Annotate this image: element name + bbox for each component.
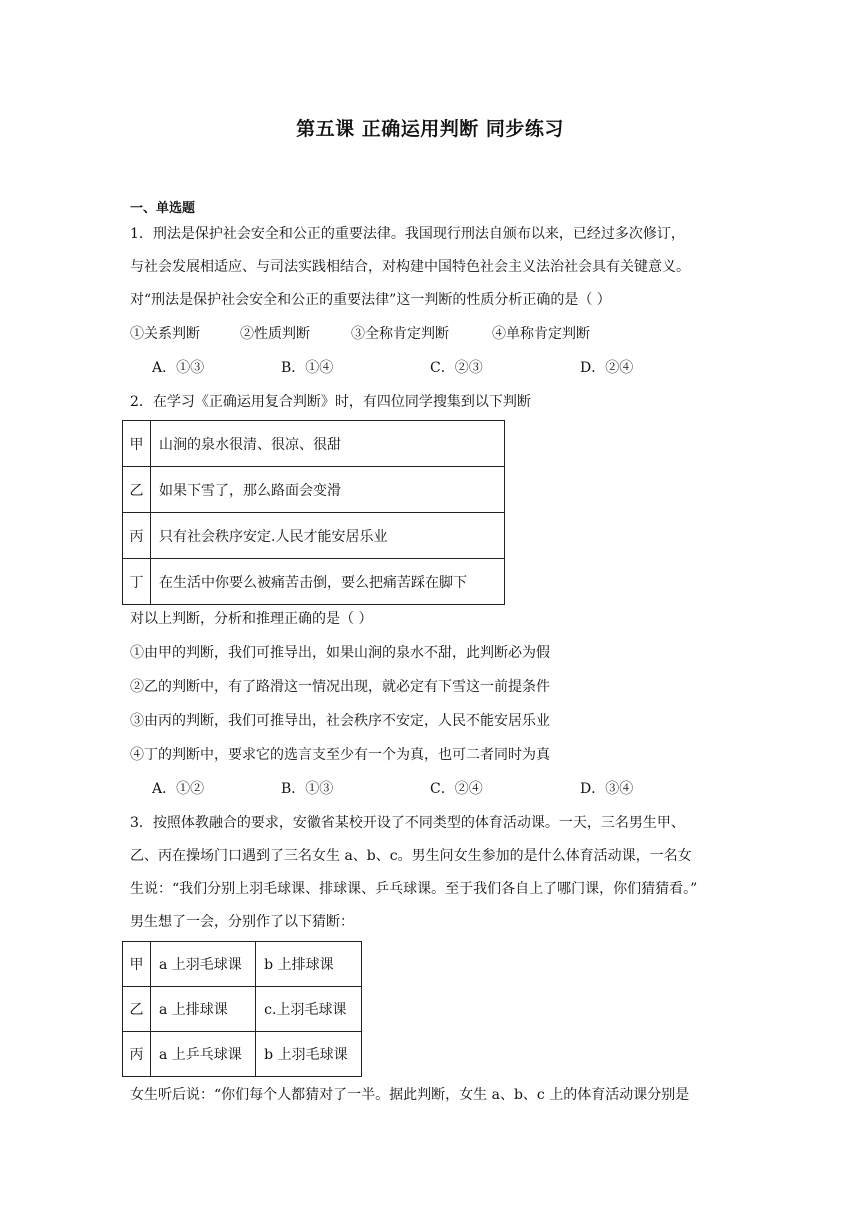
table-cell-label: 丁 [123,559,151,605]
table-cell-text: b 上排球课 [256,942,362,987]
q1-option-b: B．①④ [281,360,334,376]
table-cell-text: 只有社会秩序安定.人民才能安居乐业 [151,513,505,559]
q2-statement-2: ②乙的判断中，有了路滑这一情况出现，就必定有下雪这一前提条件 [130,679,550,695]
table-cell-text: 如果下雪了，那么路面会变滑 [151,467,505,513]
q2-statement-3: ③由丙的判断，我们可推导出，社会秩序不安定，人民不能安居乐业 [130,713,550,729]
q3-text-line-1: 3．按照体教融合的要求，安徽省某校开设了不同类型的体育活动课。一天，三名男生甲、 [130,815,685,831]
q2-option-c: C．②④ [430,781,483,797]
table-cell-text: 山涧的泉水很清、很凉、很甜 [151,421,505,467]
q1-option-d: D．②④ [580,360,634,376]
table-cell-text: a 上排球课 [151,987,256,1032]
table-cell-label: 丙 [123,513,151,559]
table-cell-text: 在生活中你要么被痛苦击倒，要么把痛苦踩在脚下 [151,559,505,605]
table-row [123,942,362,987]
q1-option-c: C．②③ [430,360,483,376]
q3-text-line-2: 乙、丙在操场门口遇到了三名女生 a、b、c。男生问女生参加的是什么体育活动课，一名女 [130,848,692,864]
table-row [123,421,505,467]
table-cell-text: a 上乒乓球课 [151,1032,256,1077]
table-row [123,1032,362,1077]
q2-statement-1: ①由甲的判断，我们可推导出，如果山涧的泉水不甜，此判断必为假 [130,645,550,661]
q2-intro: 2．在学习《正确运用复合判断》时，有四位同学搜集到以下判断 [130,394,531,410]
table-cell-label: 甲 [123,942,151,987]
q1-statement-4: ④单称肯定判断 [492,326,590,342]
page-title: 第五课 正确运用判断 同步练习 [296,118,564,140]
table-cell-label: 丙 [123,1032,151,1077]
table-cell-text: b 上羽毛球课 [256,1032,362,1077]
table-cell-label: 乙 [123,987,151,1032]
q1-text-line-3: 对“刑法是保护社会安全和公正的重要法律”这一判断的性质分析正确的是（ ） [130,292,611,308]
q1-statement-2: ②性质判断 [240,326,310,342]
table-row [123,987,362,1032]
table-row [123,513,505,559]
q1-text-line-1: 1．刑法是保护社会安全和公正的重要法律。我国现行刑法自颁布以来，已经过多次修订， [130,226,685,242]
q2-question: 对以上判断，分析和推理正确的是（ ） [130,611,373,627]
q2-option-b: B．①③ [281,781,334,797]
q3-text-line-3: 生说：“我们分别上羽毛球课、排球课、乒乓球课。至于我们各自上了哪门课，你们猜猜看。” [130,881,698,897]
q3-text-line-4: 男生想了一会，分别作了以下猜断： [130,914,354,930]
q2-option-d: D．③④ [580,781,634,797]
table-row [123,559,505,605]
q1-statement-1: ①关系判断 [130,326,200,342]
q3-guess-table [122,941,362,1077]
q1-text-line-2: 与社会发展相适应、与司法实践相结合，对构建中国特色社会主义法治社会具有关键意义。 [130,259,690,275]
q2-statement-4: ④丁的判断中，要求它的选言支至少有一个为真，也可二者同时为真 [130,747,550,763]
q3-followup: 女生听后说：“你们每个人都猜对了一半。据此判断，女生 a、b、c 上的体育活动课分别是 [130,1087,690,1103]
table-cell-label: 乙 [123,467,151,513]
q2-option-a: A．①② [152,781,205,797]
table-cell-text: c.上羽毛球课 [256,987,362,1032]
table-cell-label: 甲 [123,421,151,467]
q1-statement-3: ③全称肯定判断 [351,326,449,342]
table-cell-text: a 上羽毛球课 [151,942,256,987]
q2-judgment-table [122,420,505,605]
section-heading: 一、单选题 [130,201,196,216]
table-row [123,467,505,513]
q1-option-a: A．①③ [152,360,205,376]
